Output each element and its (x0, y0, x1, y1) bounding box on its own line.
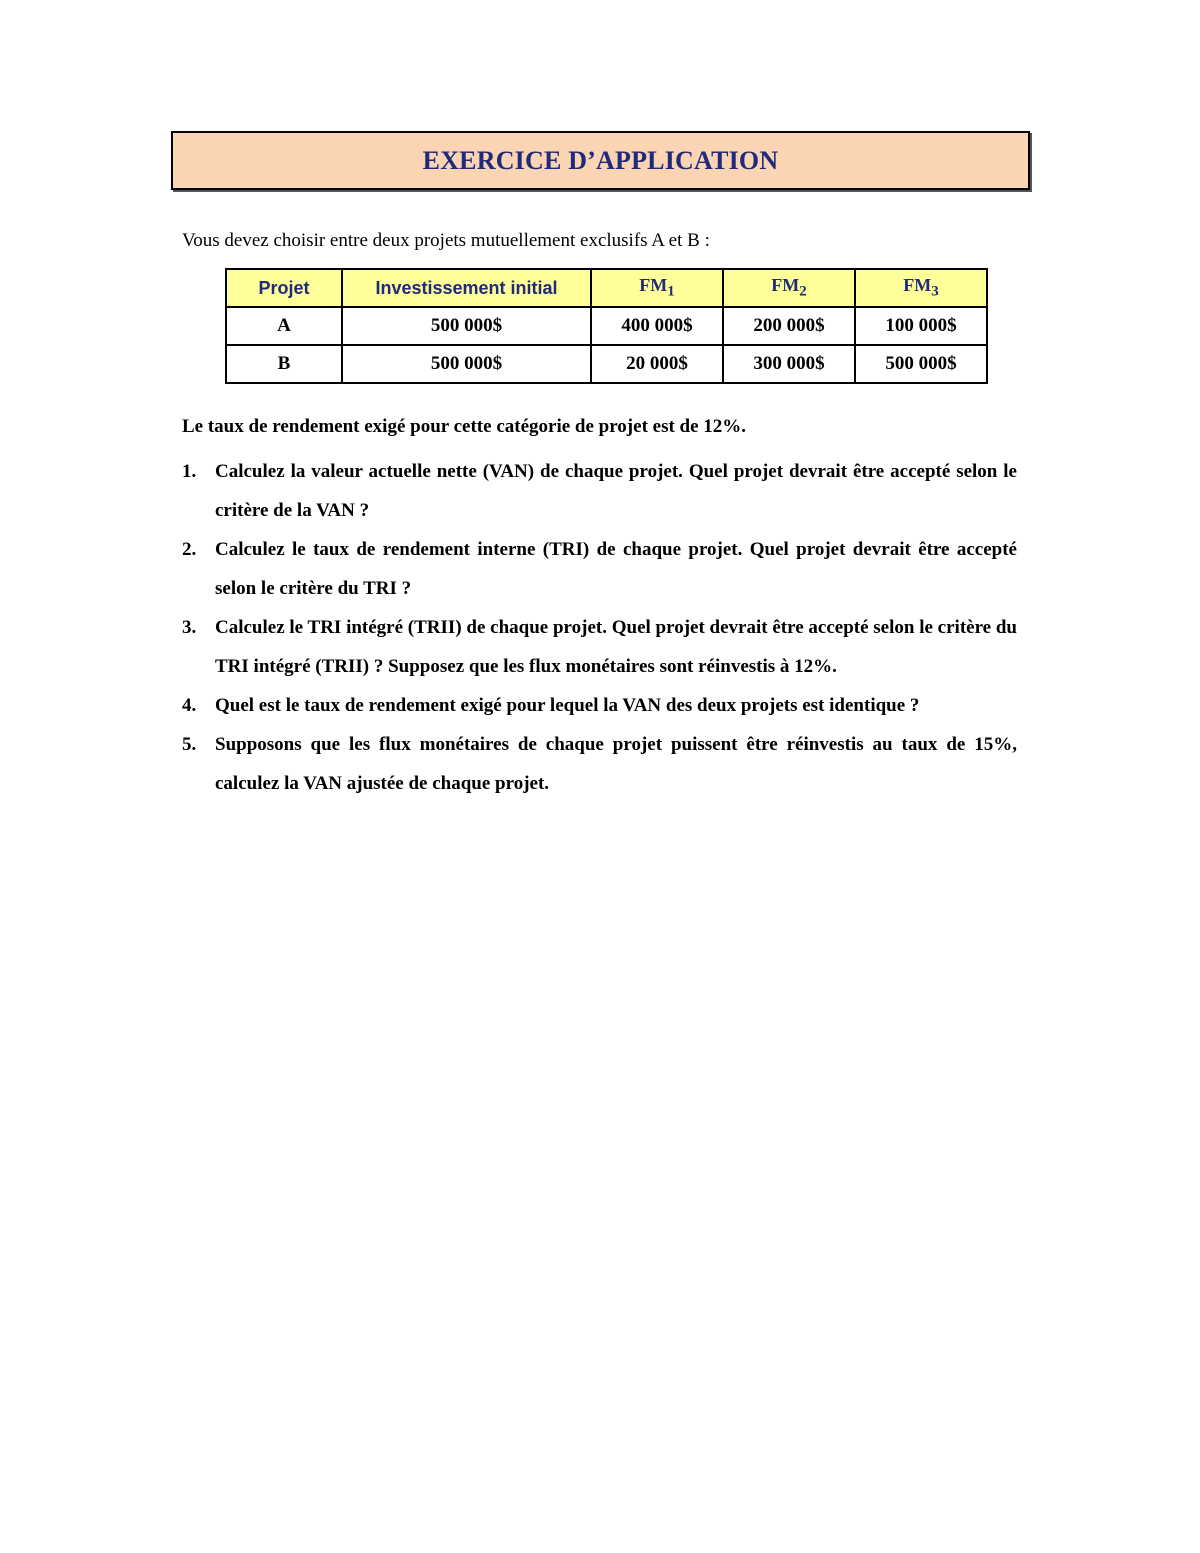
page-title: EXERCICE D’APPLICATION (422, 145, 779, 175)
header-fm1-label: FM (639, 275, 668, 296)
projects-table (225, 268, 988, 384)
header-fm3-label: FM (903, 275, 932, 296)
cell-fm3: 500 000$ (855, 345, 987, 383)
question-number: 4. (182, 695, 197, 716)
header-fm2-label: FM (771, 275, 800, 296)
cell-fm1: 400 000$ (591, 307, 723, 345)
cell-fm2: 200 000$ (723, 307, 855, 345)
question-number: 2. (182, 539, 197, 560)
table-row (226, 345, 987, 383)
cell-fm3: 100 000$ (855, 307, 987, 345)
header-fm2-sub: 2 (799, 283, 807, 300)
question-text: Supposons que les flux monétaires de chaque projet puissent être réinvestis au taux de 15%, calculez la VAN ajustée de chaque projet. (215, 734, 1017, 794)
question-item (182, 686, 1017, 725)
question-item (182, 725, 1017, 803)
table-row (226, 307, 987, 345)
required-rate-text: Le taux de rendement exigé pour cette catégorie de projet est de 12%. (182, 416, 747, 437)
intro-text: Vous devez choisir entre deux projets mutuellement exclusifs A et B : (182, 230, 710, 251)
cell-investissement: 500 000$ (342, 345, 591, 383)
question-item (182, 608, 1017, 686)
header-fm3 (855, 269, 987, 307)
cell-projet: B (226, 345, 342, 383)
question-text: Calculez la valeur actuelle nette (VAN) de chaque projet. Quel projet devrait être accepté selon le critère de la VAN ? (215, 461, 1017, 521)
cell-fm1: 20 000$ (591, 345, 723, 383)
questions-list (182, 452, 1017, 803)
table-header-row (226, 269, 987, 307)
header-fm1-sub: 1 (667, 283, 675, 300)
title-banner (171, 131, 1030, 190)
question-item (182, 452, 1017, 530)
question-number: 3. (182, 617, 197, 638)
header-fm1 (591, 269, 723, 307)
header-fm2 (723, 269, 855, 307)
header-fm3-sub: 3 (931, 283, 939, 300)
question-number: 1. (182, 461, 197, 482)
question-text: Calculez le TRI intégré (TRII) de chaque projet. Quel projet devrait être accepté selon le critère du TRI intégré (TRII) ? Supposez que les flux monétaires sont réinvestis à 12%. (215, 617, 1017, 677)
header-investissement: Investissement initial (342, 269, 591, 307)
question-item (182, 530, 1017, 608)
header-projet: Projet (226, 269, 342, 307)
cell-fm2: 300 000$ (723, 345, 855, 383)
question-text: Quel est le taux de rendement exigé pour lequel la VAN des deux projets est identique ? (215, 695, 920, 716)
cell-investissement: 500 000$ (342, 307, 591, 345)
question-number: 5. (182, 734, 197, 755)
cell-projet: A (226, 307, 342, 345)
question-text: Calculez le taux de rendement interne (TRI) de chaque projet. Quel projet devrait être accepté selon le critère du TRI ? (215, 539, 1017, 599)
